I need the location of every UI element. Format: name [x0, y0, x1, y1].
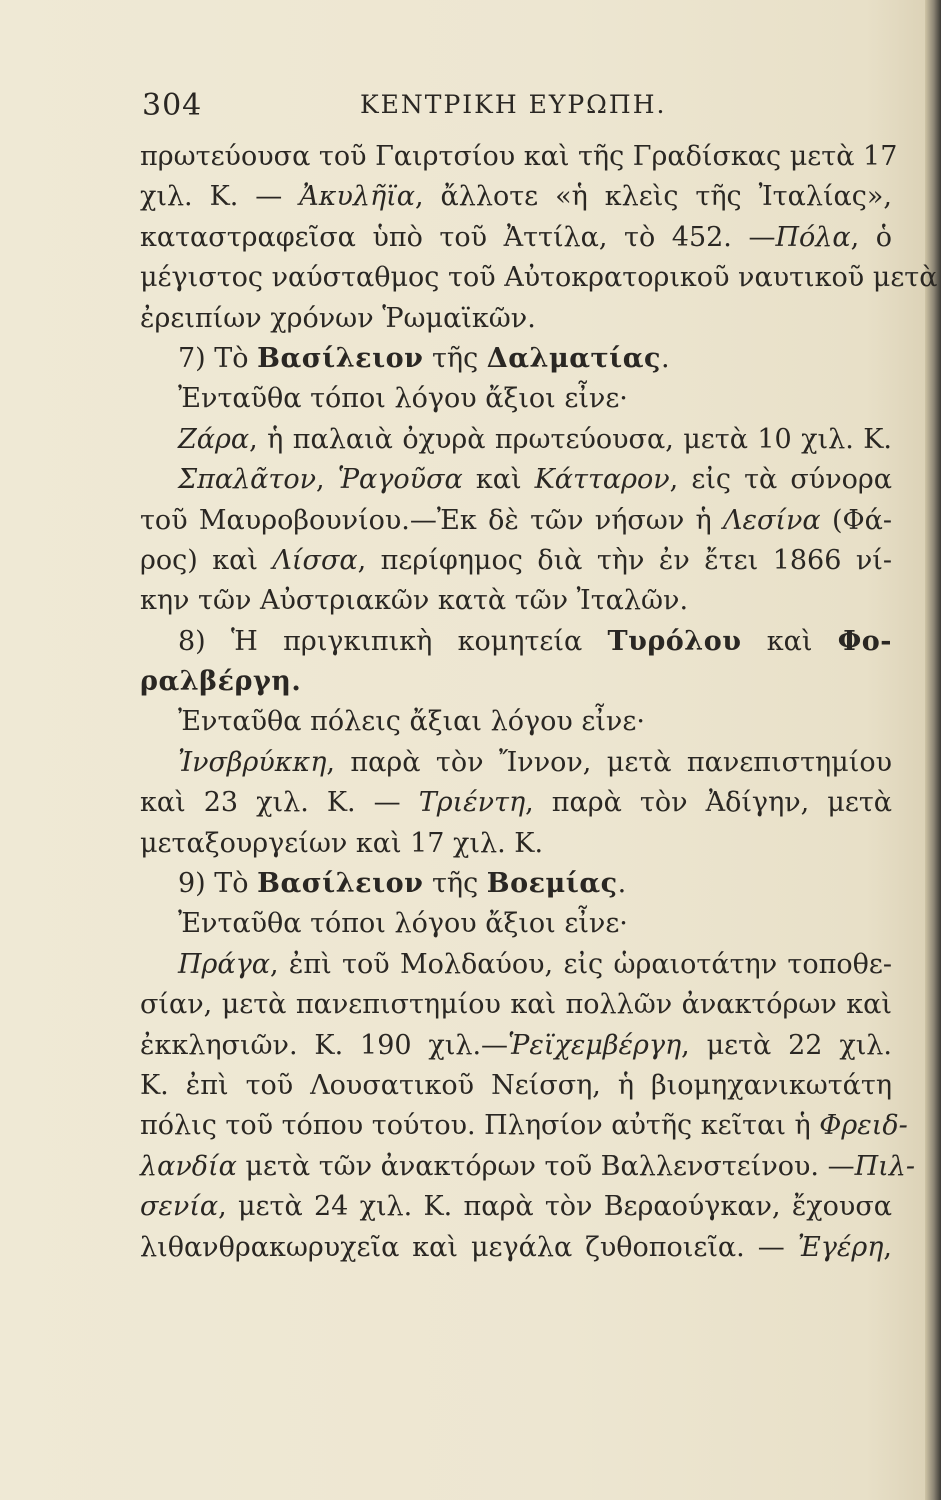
- italic-place-name: Ῥαγοῦσα: [337, 464, 463, 496]
- text-run: , παρὰ τὸν Ἀδίγην, μετὰ: [525, 787, 892, 819]
- page-edge: [925, 0, 941, 1500]
- italic-place-name: Ἐγέρη: [797, 1231, 884, 1263]
- text-run: ἐκκλησιῶν. Κ. 190 χιλ.—: [140, 1029, 509, 1061]
- text-line: [140, 1228, 892, 1268]
- text-run: καὶ: [462, 464, 535, 496]
- text-run: , ἄλλοτε «ἡ κλεὶς τῆς Ἰταλίας»,: [415, 181, 892, 213]
- page-header: [142, 88, 894, 128]
- text-line: [140, 904, 892, 944]
- text-line: [140, 501, 892, 541]
- italic-place-name: Σπαλᾶτον: [178, 464, 317, 496]
- text-run: , ἡ παλαιὰ ὀχυρὰ πρωτεύουσα, μετὰ 10 χιλ. Κ.: [249, 423, 892, 455]
- italic-place-name: Τριέντη: [418, 787, 526, 819]
- bold-heading-text: Βοεμίας: [486, 868, 618, 900]
- text-run: καταστραφεῖσα ὑπὸ τοῦ Ἀττίλα, τὸ 452. —: [140, 221, 776, 253]
- text-line: [140, 177, 892, 217]
- text-run: , παρὰ τὸν Ἴννον, μετὰ πανεπιστημίου: [326, 746, 892, 778]
- text-run: , μετὰ 22 χιλ.: [681, 1029, 892, 1061]
- text-line: [140, 783, 892, 823]
- text-line: [140, 945, 892, 985]
- text-line: [140, 460, 892, 500]
- italic-place-name: Πιλ-: [854, 1150, 915, 1182]
- text-run: , εἰς τὰ σύνορα: [669, 464, 892, 496]
- italic-place-name: Κάτταρον: [534, 464, 670, 496]
- text-line: [140, 258, 938, 298]
- text-run: ρος) καὶ: [140, 544, 273, 576]
- italic-place-name: Ζάρα: [178, 423, 250, 455]
- text-line: [140, 985, 892, 1025]
- italic-place-name: λανδία: [140, 1150, 237, 1182]
- text-run: Κ. ἐπὶ τοῦ Λουσατικοῦ Νείσση, ἡ βιομηχανικωτάτη: [140, 1069, 892, 1101]
- text-run: Ἐνταῦθα τόποι λόγου ἄξιοι εἶνε·: [178, 908, 628, 940]
- text-run: καὶ: [741, 625, 838, 657]
- bold-heading-text: Βασίλειον: [257, 868, 424, 900]
- italic-place-name: Ῥεϊχεμβέργη: [508, 1029, 682, 1061]
- running-title: ΚΕΝΤΡΙΚΗ ΕΥΡΩΠΗ.: [360, 90, 667, 119]
- text-run: 7) Τὸ: [178, 342, 258, 374]
- italic-place-name: Λεσίνα: [723, 504, 821, 536]
- text-run: σίαν, μετὰ πανεπιστημίου καὶ πολλῶν ἀνακτόρων καὶ: [140, 989, 892, 1021]
- text-run: μεταξουργείων καὶ 17 χιλ. Κ.: [140, 827, 544, 859]
- page-number: 304: [142, 88, 203, 123]
- bold-heading-text: ραλβέργη.: [140, 666, 302, 698]
- text-run: μέγιστος ναύσταθμος τοῦ Αὐτοκρατορικοῦ ναυτικοῦ μετὰ: [140, 262, 938, 294]
- body-text: [140, 137, 938, 1268]
- text-line: [140, 702, 892, 742]
- text-run: .: [660, 342, 670, 374]
- text-line: [140, 622, 892, 662]
- text-run: .: [617, 868, 627, 900]
- italic-place-name: Πράγα: [178, 948, 271, 980]
- bold-heading-text: Φο-: [837, 625, 892, 657]
- text-run: κην τῶν Αὐστριακῶν κατὰ τῶν Ἰταλῶν.: [140, 585, 689, 617]
- text-line: [140, 1187, 892, 1227]
- bold-heading-text: Δαλματίας: [486, 342, 661, 374]
- text-line: [140, 1147, 915, 1187]
- bold-heading-text: Τυρόλου: [607, 625, 742, 657]
- text-run: χιλ. Κ. —: [140, 181, 300, 213]
- text-line: [140, 299, 892, 339]
- text-run: Ἐνταῦθα πόλεις ἄξιαι λόγου εἶνε·: [178, 706, 645, 738]
- text-line: [140, 541, 892, 581]
- text-run: 8) Ἡ πριγκιπικὴ κομητεία: [178, 625, 608, 657]
- text-line: [140, 420, 892, 460]
- text-run: τοῦ Μαυροβουνίου.—Ἐκ δὲ τῶν νήσων ἡ: [140, 504, 724, 536]
- text-run: ,: [883, 1231, 892, 1263]
- text-run: , ἐπὶ τοῦ Μολδαύου, εἰς ὡραιοτάτην τοποθε-: [270, 948, 892, 980]
- text-run: τῆς: [423, 868, 487, 900]
- text-line: [140, 1066, 892, 1106]
- text-run: ἐρειπίων χρόνων Ῥωμαϊκῶν.: [140, 302, 536, 334]
- text-run: Ἐνταῦθα τόποι λόγου ἄξιοι εἶνε·: [178, 383, 628, 415]
- text-line: [140, 662, 892, 702]
- text-line: [140, 824, 892, 864]
- text-line: [140, 1026, 892, 1066]
- text-run: μετὰ τῶν ἀνακτόρων τοῦ Βαλλενστείνου. —: [236, 1150, 855, 1182]
- text-run: καὶ 23 χιλ. Κ. —: [140, 787, 419, 819]
- text-run: , περίφημος διὰ τὴν ἐν ἔτει 1866 νί-: [357, 544, 892, 576]
- text-line: [140, 864, 892, 904]
- text-run: , μετὰ 24 χιλ. Κ. παρὰ τὸν Βεραούγκαν, ἔχουσα: [218, 1191, 892, 1223]
- text-run: ,: [316, 464, 338, 496]
- italic-place-name: σενία: [140, 1191, 219, 1223]
- text-line: [140, 743, 892, 783]
- italic-place-name: Φρειδ-: [819, 1110, 908, 1142]
- text-run: πρωτεύουσα τοῦ Γαιρτσίου καὶ τῆς Γραδίσκας μετὰ 17: [140, 141, 898, 172]
- text-line: [140, 581, 892, 621]
- italic-place-name: Λίσσα: [272, 544, 358, 576]
- bold-heading-text: Βασίλειον: [257, 342, 424, 374]
- text-line: [140, 218, 892, 258]
- text-line: [140, 1106, 908, 1146]
- italic-place-name: Πόλα: [775, 221, 851, 253]
- italic-place-name: Ἀκυλῆϊα: [299, 181, 415, 213]
- text-run: , ὁ: [850, 221, 893, 253]
- text-run: 9) Τὸ: [178, 868, 258, 900]
- text-run: λιθανθρακωρυχεῖα καὶ μεγάλα ζυθοποιεῖα. —: [140, 1231, 798, 1263]
- text-line: [140, 339, 892, 379]
- italic-place-name: Ἰνσβρύκκη: [178, 746, 327, 778]
- text-line: [140, 379, 892, 419]
- text-run: (Φά-: [820, 504, 892, 536]
- text-line: [140, 137, 898, 177]
- text-run: πόλις τοῦ τόπου τούτου. Πλησίον αὐτῆς κεῖται ἡ: [140, 1110, 820, 1142]
- text-run: τῆς: [423, 342, 487, 374]
